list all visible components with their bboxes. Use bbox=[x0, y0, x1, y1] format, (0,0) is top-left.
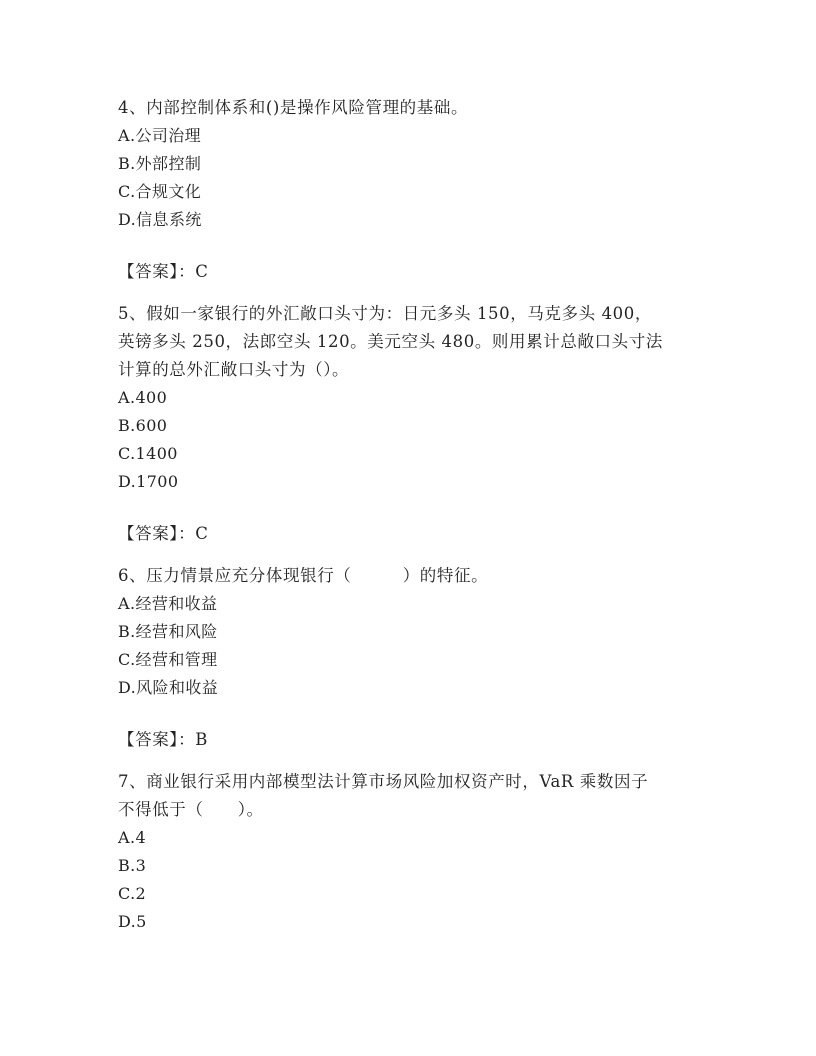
question-4-option-a: A.公司治理 bbox=[118, 126, 202, 145]
question-6-option-a: A.经营和收益 bbox=[118, 594, 218, 613]
question-7-stem-line-2: 不得低于（ ）。 bbox=[118, 800, 264, 819]
question-6 bbox=[118, 562, 698, 754]
question-7-stem-line-1: 7、商业银行采用内部模型法计算市场风险加权资产时，VaR 乘数因子 bbox=[118, 772, 649, 791]
question-7-option-d: D.5 bbox=[118, 912, 147, 931]
question-7-option-c: C.2 bbox=[118, 884, 147, 903]
question-5-stem-line-1: 5、假如一家银行的外汇敞口头寸为：日元多头 150，马克多头 400， bbox=[118, 304, 652, 323]
question-5-answer: 【答案】：C bbox=[118, 524, 209, 543]
question-5-option-b: B.600 bbox=[118, 416, 168, 435]
document-page bbox=[118, 94, 698, 936]
question-5-option-d: D.1700 bbox=[118, 472, 179, 491]
question-4-stem-line-1: 4、内部控制体系和()是操作风险管理的基础。 bbox=[118, 98, 469, 117]
question-4 bbox=[118, 94, 698, 286]
question-7-option-a: A.4 bbox=[118, 828, 147, 847]
question-4-option-d: D.信息系统 bbox=[118, 210, 202, 229]
question-4-option-b: B.外部控制 bbox=[118, 154, 202, 173]
question-5 bbox=[118, 300, 698, 548]
question-6-option-d: D.风险和收益 bbox=[118, 678, 219, 697]
question-5-option-c: C.1400 bbox=[118, 444, 178, 463]
question-4-answer: 【答案】：C bbox=[118, 262, 209, 281]
question-6-stem-line-1: 6、压力情景应充分体现银行（ ）的特征。 bbox=[118, 566, 489, 585]
question-7-option-b: B.3 bbox=[118, 856, 147, 875]
question-5-stem-line-3: 计算的总外汇敞口头寸为（）。 bbox=[118, 360, 350, 379]
question-4-option-c: C.合规文化 bbox=[118, 182, 202, 201]
question-7 bbox=[118, 768, 698, 936]
question-5-option-a: A.400 bbox=[118, 388, 168, 407]
question-6-option-c: C.经营和管理 bbox=[118, 650, 218, 669]
question-6-option-b: B.经营和风险 bbox=[118, 622, 218, 641]
question-5-stem-line-2: 英镑多头 250，法郎空头 120。美元空头 480。则用累计总敞口头寸法 bbox=[118, 332, 663, 351]
question-6-answer: 【答案】：B bbox=[118, 730, 208, 749]
